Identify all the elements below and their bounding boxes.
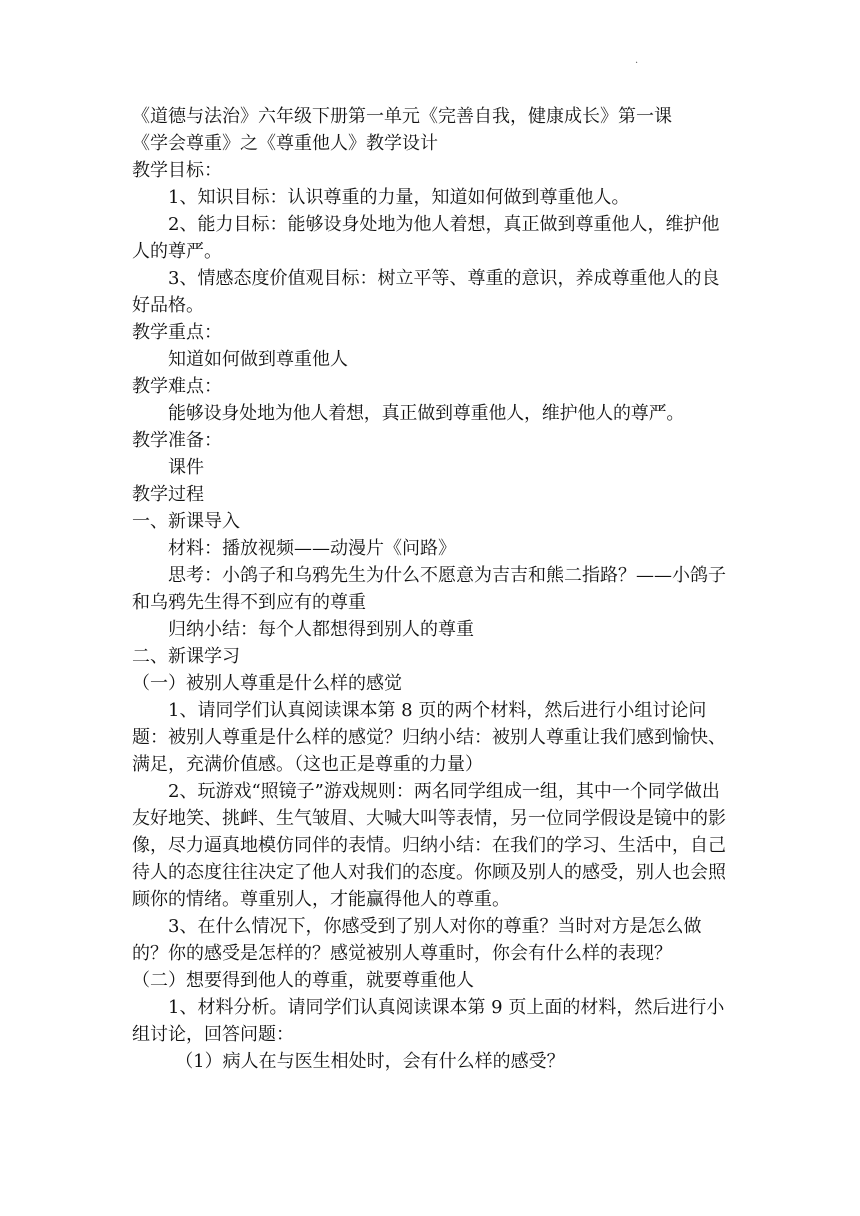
difficulty-heading: 教学难点： — [132, 376, 222, 397]
process-heading: 教学过程 — [132, 484, 204, 505]
section1-think: 思考：小鸽子和乌鸦先生为什么不愿意为吉吉和熊二指路？——小鸽子和乌鸦先生得不到应有的尊重 — [132, 565, 726, 613]
page-mark: · — [635, 58, 639, 69]
key-text: 知道如何做到尊重他人 — [168, 349, 348, 370]
sub2-question-1: （1）病人在与医生相处时，会有什么样的感受？ — [175, 1051, 565, 1072]
document-body — [132, 103, 732, 1075]
sub1-item-1: 1、请同学们认真阅读课本第 8 页的两个材料，然后进行小组讨论问题：被别人尊重是什么样的感觉？归纳小结：被别人尊重让我们感到愉快、满足，充满价值感。（这也正是尊重的力量） — [132, 700, 726, 775]
goal-2: 2、能力目标：能够设身处地为他人着想，真正做到尊重他人，维护他人的尊严。 — [132, 214, 720, 262]
goal-1: 1、知识目标：认识尊重的力量，知道如何做到尊重他人。 — [168, 187, 630, 208]
goals-heading: 教学目标： — [132, 160, 222, 181]
doc-title-line-2: 《学会尊重》之《尊重他人》教学设计 — [132, 133, 438, 154]
prep-text: 课件 — [168, 457, 204, 478]
section2-heading: 二、新课学习 — [132, 646, 240, 667]
difficulty-text: 能够设身处地为他人着想，真正做到尊重他人，维护他人的尊严。 — [168, 403, 685, 424]
goal-3: 3、情感态度价值观目标：树立平等、尊重的意识，养成尊重他人的良好品格。 — [132, 268, 720, 316]
prep-heading: 教学准备： — [132, 430, 222, 451]
sub2-heading: （二）想要得到他人的尊重，就要尊重他人 — [132, 970, 474, 991]
sub1-item-2: 2、玩游戏“照镜子”游戏规则：两名同学组成一组，其中一个同学做出友好地笑、挑衅、生气皱眉、大喊大叫等表情，另一位同学假设是镜中的影像，尽力逼真地模仿同伴的表情。归纳小结：在我们的学习、生活中，自己待人的态度往往决定了他人对我们的态度。你顾及别人的感受，别人也会照顾你的情绪。尊重别人，才能赢得他人的尊重。 — [132, 781, 726, 910]
section1-summary: 归纳小结：每个人都想得到别人的尊重 — [168, 619, 474, 640]
sub1-heading: （一）被别人尊重是什么样的感觉 — [132, 673, 402, 694]
section1-material: 材料：播放视频——动漫片《问路》 — [168, 538, 456, 559]
section1-heading: 一、新课导入 — [132, 511, 240, 532]
sub1-item-3: 3、在什么情况下，你感受到了别人对你的尊重？当时对方是怎么做的？你的感受是怎样的？感觉被别人尊重时，你会有什么样的表现？ — [132, 916, 702, 964]
doc-title-line-1: 《道德与法治》六年级下册第一单元《完善自我，健康成长》第一课 — [132, 106, 672, 127]
key-heading: 教学重点： — [132, 322, 222, 343]
sub2-item-1: 1、材料分析。请同学们认真阅读课本第 9 页上面的材料，然后进行小组讨论，回答问题： — [132, 997, 725, 1045]
